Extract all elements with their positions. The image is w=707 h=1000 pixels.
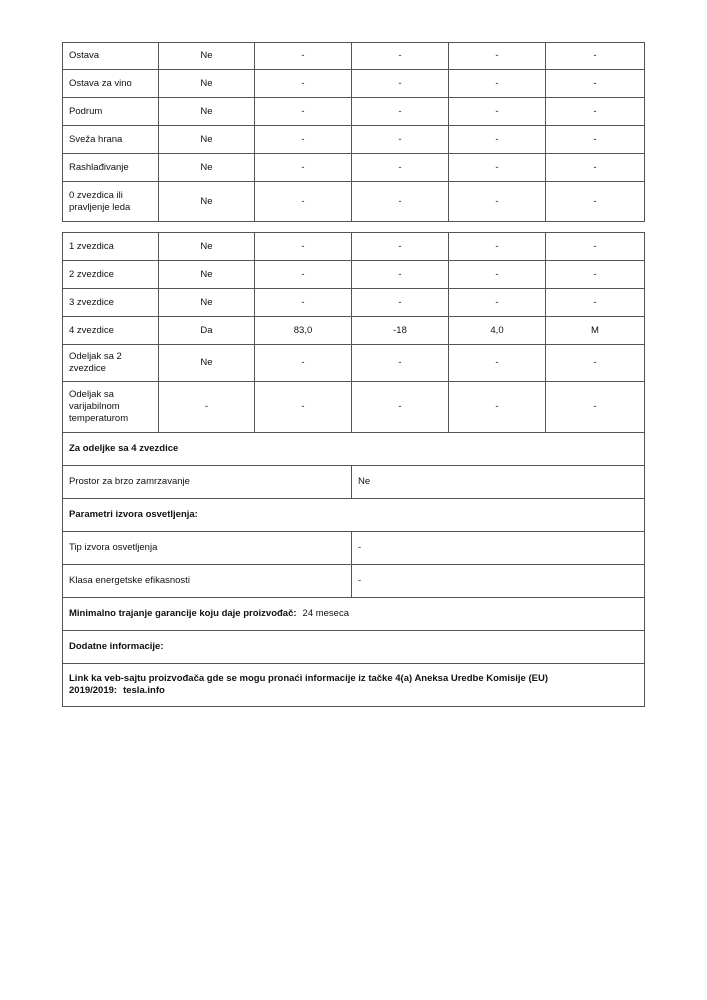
table-row	[63, 182, 645, 222]
energy-class-label: Klasa energetske efikasnosti	[63, 565, 352, 598]
compartment-name: Ostava za vino	[63, 70, 159, 98]
cell-value: 4,0	[449, 317, 546, 345]
compartment-name: 0 zvezdica ili pravljenje leda	[63, 182, 159, 222]
compartment-name: Podrum	[63, 98, 159, 126]
table-row	[63, 664, 645, 707]
cell-value: -	[255, 289, 352, 317]
cell-value: -	[546, 154, 645, 182]
compartment-present: Da	[159, 317, 255, 345]
cell-value: -	[546, 289, 645, 317]
cell-value: -	[449, 70, 546, 98]
table-row	[63, 433, 645, 466]
compartment-name: 3 zvezdice	[63, 289, 159, 317]
compartment-present: -	[159, 382, 255, 433]
cell-value: -	[255, 382, 352, 433]
compartment-present: Ne	[159, 154, 255, 182]
document-sheet	[62, 42, 644, 707]
table-row	[63, 598, 645, 631]
manufacturer-link[interactable]: tesla.info	[123, 685, 165, 696]
table-row	[63, 499, 645, 532]
cell-value: -	[352, 382, 449, 433]
cell-value: -	[449, 182, 546, 222]
compartment-present: Ne	[159, 98, 255, 126]
table-row	[63, 565, 645, 598]
additional-info-row: Dodatne informacije:	[63, 631, 645, 664]
cell-value: -	[449, 261, 546, 289]
table-row	[63, 345, 645, 382]
compartment-name: 1 zvezdica	[63, 233, 159, 261]
table-row	[63, 532, 645, 565]
compartment-present: Ne	[159, 126, 255, 154]
cell-value: -	[352, 154, 449, 182]
cell-value: -	[546, 43, 645, 70]
lighting-heading: Parametri izvora osvetljenja:	[63, 499, 645, 532]
cell-value: 83,0	[255, 317, 352, 345]
light-type-label: Tip izvora osvetljenja	[63, 532, 352, 565]
cell-value: -	[352, 289, 449, 317]
table-gap	[62, 222, 644, 232]
cell-value: -	[546, 126, 645, 154]
compartment-present: Ne	[159, 289, 255, 317]
compartment-name: 4 zvezdice	[63, 317, 159, 345]
cell-value: -	[546, 182, 645, 222]
cell-value: -	[546, 382, 645, 433]
cell-value: -	[255, 43, 352, 70]
energy-class-value: -	[352, 565, 645, 598]
compartments-table-top	[62, 42, 645, 222]
table-row	[63, 289, 645, 317]
warranty-value: 24 meseca	[302, 608, 350, 619]
table-row	[63, 70, 645, 98]
cell-value: -	[352, 261, 449, 289]
cell-value: -	[449, 289, 546, 317]
cell-value: -	[255, 154, 352, 182]
table-row	[63, 98, 645, 126]
cell-value: -	[449, 154, 546, 182]
compartment-present: Ne	[159, 233, 255, 261]
light-type-value: -	[352, 532, 645, 565]
cell-value: -	[352, 233, 449, 261]
compartment-present: Ne	[159, 261, 255, 289]
compartment-present: Ne	[159, 70, 255, 98]
table-row	[63, 317, 645, 345]
compartment-name: Odeljak sa 2 zvezdice	[63, 345, 159, 382]
cell-value: M	[546, 317, 645, 345]
four-star-heading: Za odeljke sa 4 zvezdice	[63, 433, 645, 466]
cell-value: -	[449, 126, 546, 154]
fast-freeze-value: Ne	[352, 466, 645, 499]
compartment-name: Rashlađivanje	[63, 154, 159, 182]
warranty-label: Minimalno trajanje garancije koju daje proizvođač:	[69, 608, 297, 619]
fast-freeze-label: Prostor za brzo zamrzavanje	[63, 466, 352, 499]
compartment-present: Ne	[159, 43, 255, 70]
cell-value: -	[546, 233, 645, 261]
cell-value: -	[449, 98, 546, 126]
cell-value: -	[449, 233, 546, 261]
cell-value: -	[255, 70, 352, 98]
cell-value: -	[255, 182, 352, 222]
table-row	[63, 631, 645, 664]
cell-value: -	[352, 43, 449, 70]
compartment-name: Ostava	[63, 43, 159, 70]
cell-value: -	[449, 382, 546, 433]
cell-value: -	[546, 345, 645, 382]
table-row	[63, 382, 645, 433]
cell-value: -	[255, 233, 352, 261]
cell-value: -	[546, 98, 645, 126]
cell-value: -	[352, 126, 449, 154]
compartment-name: Odeljak sa varijabilnom temperaturom	[63, 382, 159, 433]
cell-value: -	[449, 43, 546, 70]
cell-value: -	[352, 345, 449, 382]
cell-value: -	[255, 126, 352, 154]
table-row	[63, 43, 645, 70]
cell-value: -	[352, 70, 449, 98]
link-label: Link ka veb-sajtu proizvođača gde se mogu pronaći informacije iz tačke 4(a) Aneksa Uredbe Komisije (EU) 2019/2019:	[69, 673, 549, 696]
table-row	[63, 261, 645, 289]
cell-value: -	[352, 182, 449, 222]
cell-value: -	[255, 98, 352, 126]
cell-value: -18	[352, 317, 449, 345]
compartment-present: Ne	[159, 182, 255, 222]
compartment-name: 2 zvezdice	[63, 261, 159, 289]
cell-value: -	[546, 261, 645, 289]
cell-value: -	[255, 345, 352, 382]
compartments-table-bottom	[62, 232, 645, 433]
compartment-name: Sveža hrana	[63, 126, 159, 154]
table-row	[63, 233, 645, 261]
details-table	[62, 433, 645, 707]
compartment-present: Ne	[159, 345, 255, 382]
warranty-row	[63, 598, 645, 631]
cell-value: -	[255, 261, 352, 289]
manufacturer-link-row	[63, 664, 645, 707]
cell-value: -	[449, 345, 546, 382]
table-row	[63, 466, 645, 499]
table-row	[63, 154, 645, 182]
cell-value: -	[546, 70, 645, 98]
table-row	[63, 126, 645, 154]
cell-value: -	[352, 98, 449, 126]
